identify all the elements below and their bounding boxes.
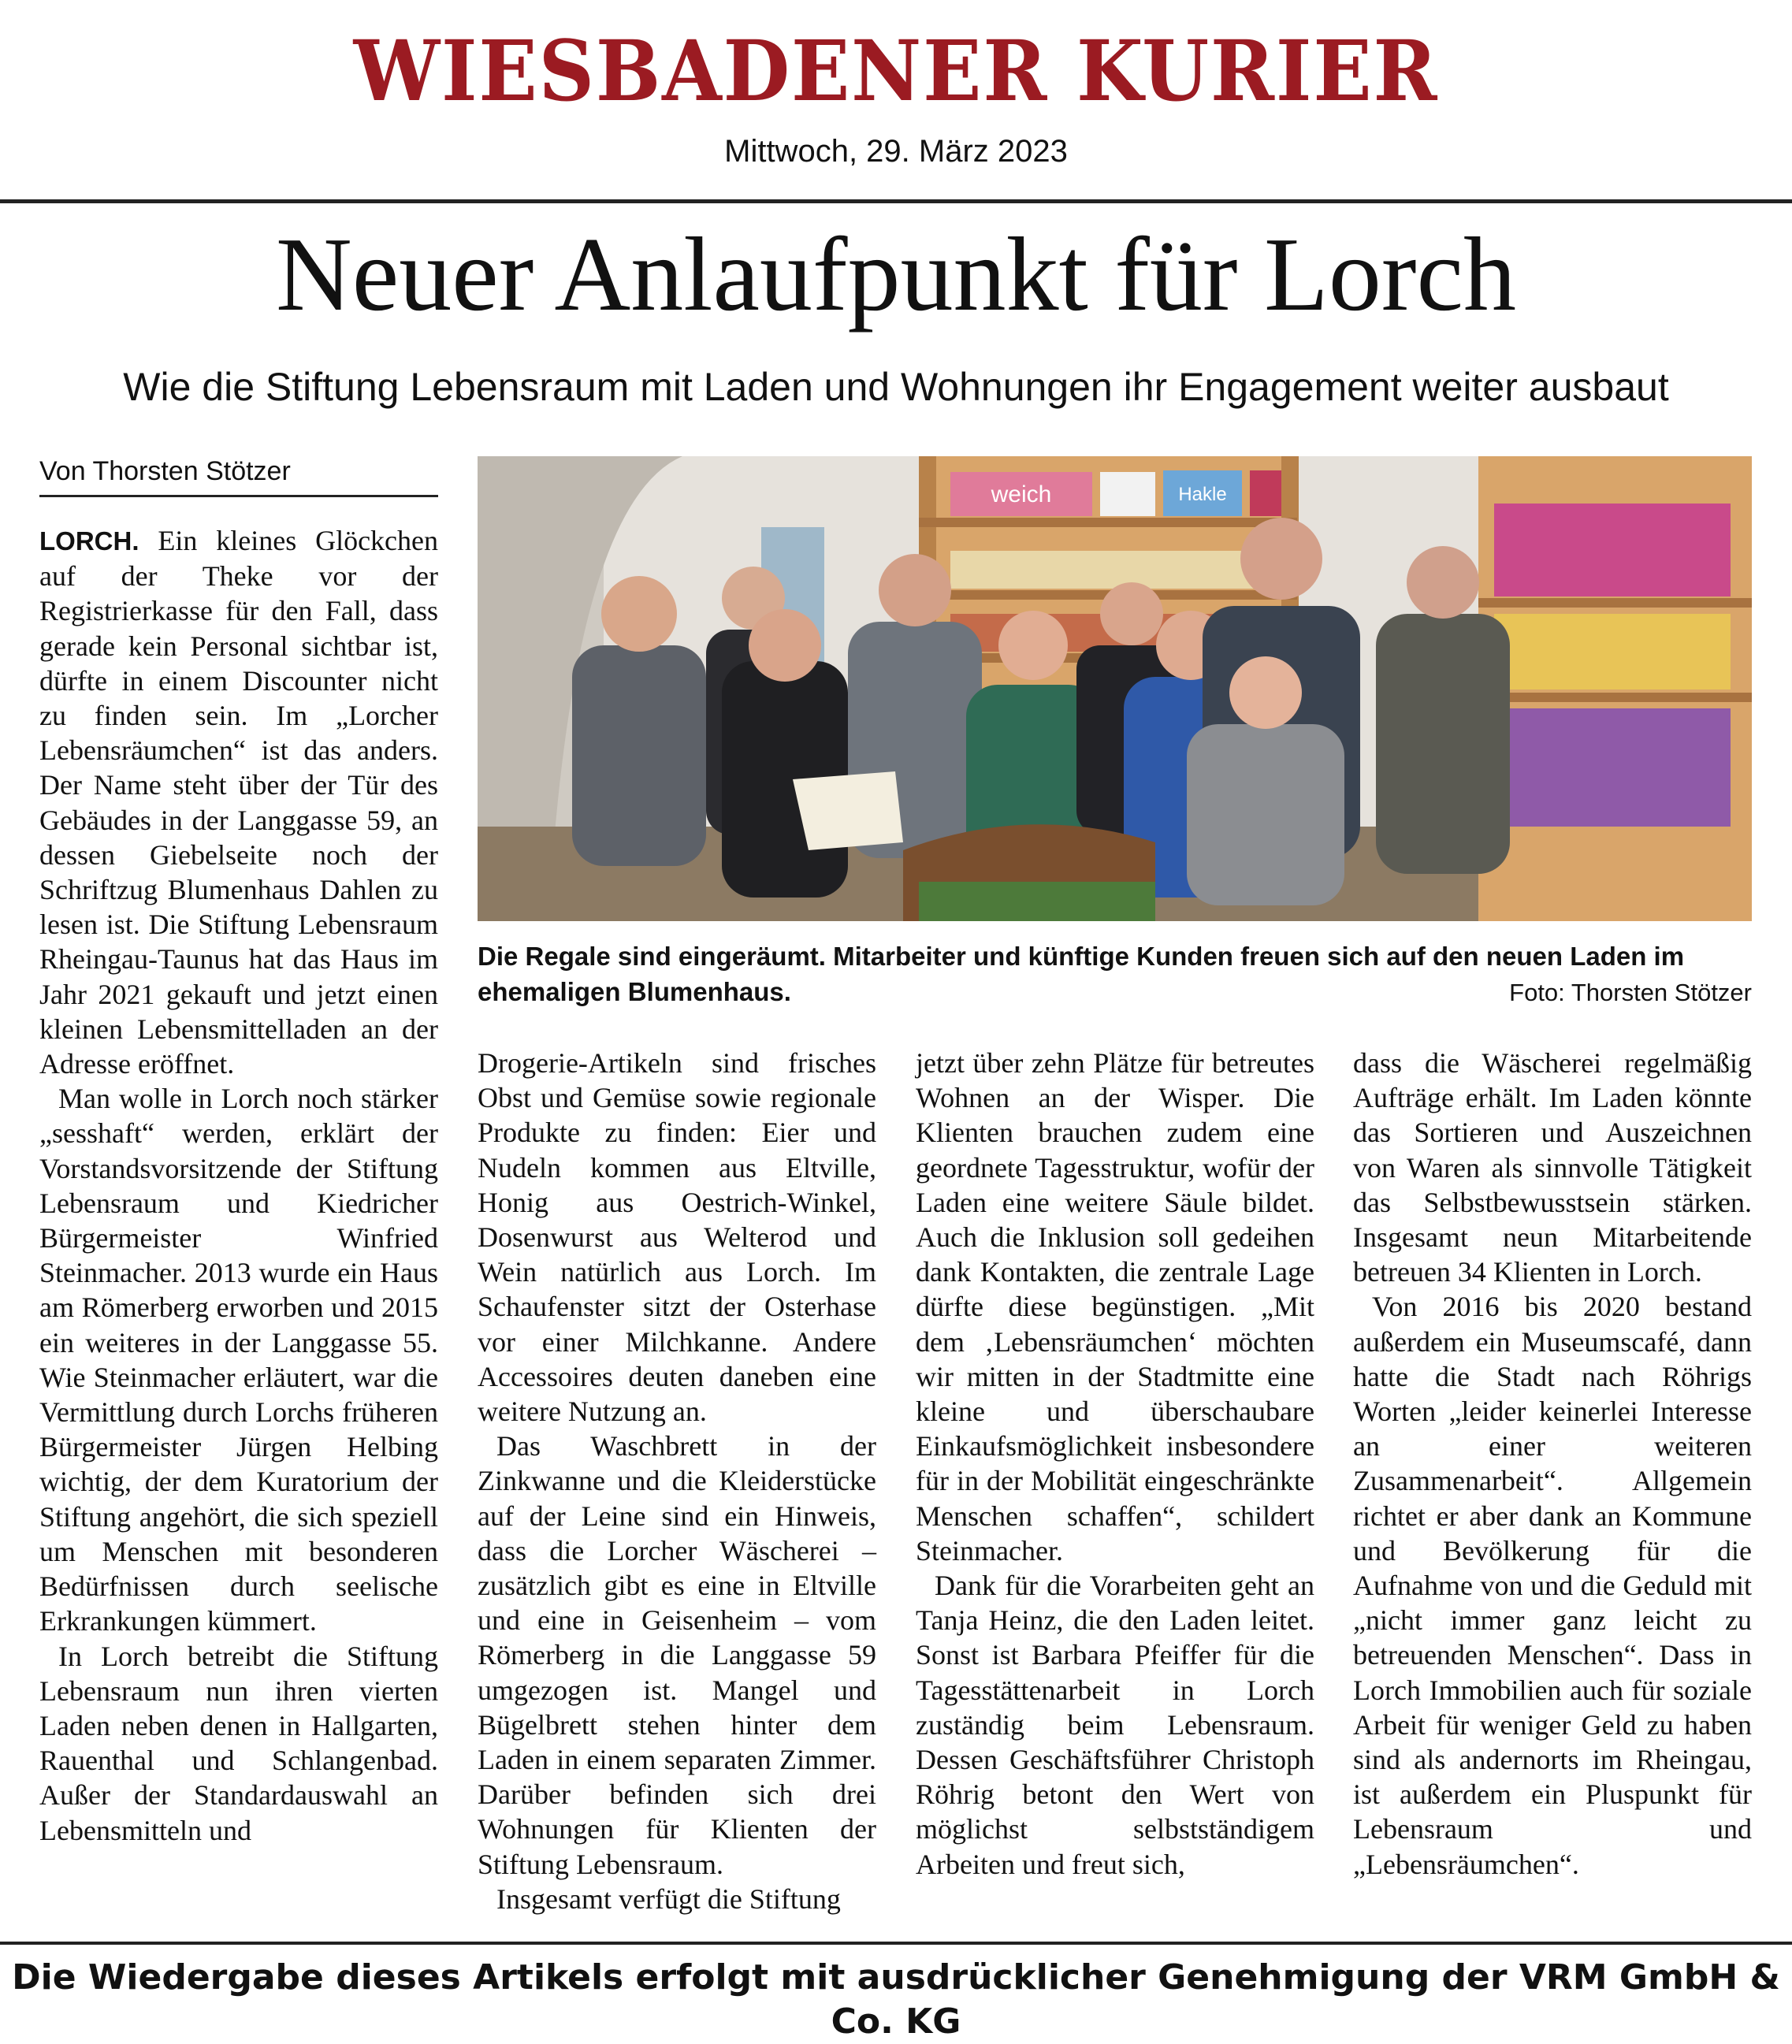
- photo-credit: Foto: Thorsten Stötzer: [1509, 979, 1752, 1006]
- issue-date: Mittwoch, 29. März 2023: [724, 134, 1068, 169]
- header-divider: [0, 199, 1792, 203]
- article-paragraph: Dank für die Vorarbeiten geht an Tanja Heinz, die den Laden leitet. Sonst ist Barbara Pfeiffer für die Tagesstättenarbeit in Lorch zuständig beim Lebensraum. Dessen Geschäftsführer Christoph Röhrig betont den Wert von möglichst selbstständigem Arbeiten und freut sich,: [916, 1570, 1314, 1880]
- article-column-2: [478, 1046, 876, 1926]
- newspaper-masthead: WIESBADENER KURIER: [353, 21, 1439, 120]
- byline: Von Thorsten Stötzer: [39, 452, 438, 497]
- paragraph-text: Ein kleines Glöckchen auf der Theke vor der Registrierkasse für den Fall, dass gerade kein Personal sichtbar ist, dürfte in einem Discounter nicht zu finden sein. Im „Lorcher Lebensräumchen“ ist das anders. Der Name steht über der Tür des Gebäudes in der Langgasse 59, an dessen Giebelseite noch der Schriftzug Blumenhaus Dahlen zu lesen ist. Die Stiftung Lebensraum Rheingau-Taunus hat das Haus im Jahr 2021 gekauft und jetzt einen kleinen Lebensmittelladen an der Adresse eröffnet.: [39, 525, 439, 1080]
- article-photo: [478, 456, 1752, 921]
- shelf-package-label: weich: [991, 481, 1052, 507]
- article-paragraph: Insgesamt verfügt die Stiftung: [496, 1882, 841, 1915]
- article-paragraph: In Lorch betreibt die Stiftung Lebensraum nun ihren vierten Laden neben denen in Hallgarten, Rauenthal und Schlangenbad. Außer der Standardauswahl an Lebensmitteln und: [39, 1640, 438, 1846]
- photo-caption: Die Regale sind eingeräumt. Mitarbeiter und künftige Kunden freuen sich auf den neuen Laden im ehemaligen Blumenhaus.: [478, 942, 1685, 1006]
- article-paragraph: dass die Wäscherei regelmäßig Aufträge erhält. Im Laden könnte das Sortieren und Auszeichnen von Waren als sinnvolle Tätigkeit das Selbstbewusstsein stärken. Insgesamt neun Mitarbeitende betreuen 34 Klienten in Lorch.: [1353, 1047, 1752, 1288]
- article-column-3: [916, 1046, 1314, 1926]
- article-column-4: [1353, 1046, 1752, 1926]
- dateline-kicker: LORCH.: [39, 526, 139, 556]
- shop-group-photo: [478, 456, 1752, 921]
- article-paragraph: Drogerie-Artikeln sind frisches Obst und Gemüse sowie regionale Produkte zu finden: Eier und Nudeln kommen aus Eltville, Honig aus Oestrich-Winkel, Dosenwurst aus Welterod und Wein natürlich aus Lorch. Im Schaufenster sitzt der Osterhase vor einer Milchkanne. Andere Accessoires deuten daneben eine weitere Nutzung an.: [478, 1047, 876, 1428]
- article-headline: Neuer Anlaufpunkt für Lorch: [276, 216, 1516, 333]
- footer-divider: [0, 1942, 1792, 1945]
- article-paragraph: Man wolle in Lorch noch stärker „sesshaft“ werden, erklärt der Vorstandsvorsitzende der Stiftung Lebensraum und Kiedricher Bürgermeister Winfried Steinmacher. 2013 wurde ein Haus am Römerberg erworben und 2015 ein weiteres in der Langgasse 55. Wie Steinmacher erläutert, war die Vermittlung durch Lorchs früheren Bürgermeister Jürgen Helbing wichtig, der dem Kuratorium der Stiftung angehört, die sich speziell um Menschen mit besonderen Bedürfnissen durch seelische Erkrankungen kümmert.: [39, 1083, 438, 1637]
- article-subheadline: Wie die Stiftung Lebensraum mit Laden und Wohnungen ihr Engagement weiter ausbaut: [123, 365, 1669, 409]
- shelf-package-label: Hakle: [1178, 484, 1227, 505]
- article-paragraph: jetzt über zehn Plätze für betreutes Wohnen an der Wisper. Die Klienten brauchen zudem eine geordnete Tagesstruktur, wofür der Laden eine weitere Säule bildet. Auch die Inklusion soll gedeihen dank Kontakten, die zentrale Lage dürfte diese begünstigen. „Mit dem ‚Lebensräumchen‘ möchten wir mitten in der Stadtmitte eine kleine und überschaubare Einkaufsmöglichkeit insbesondere für in der Mobilität eingeschränkte Menschen schaffen“, schildert Steinmacher.: [916, 1047, 1314, 1566]
- article-paragraph: [39, 523, 438, 1081]
- reprint-notice: Die Wiedergabe dieses Artikels erfolgt mit ausdrücklicher Genehmigung der VRM GmbH & Co. KG: [12, 1957, 1780, 2042]
- article-paragraph: Von 2016 bis 2020 bestand außerdem ein Museumscafé, dann hatte die Stadt nach Röhrigs Worten „leider keinerlei Interesse an einer weiteren Zusammenarbeit“. Allgemein richtet er aber dank an Kommune und Bevölkerung für die Aufnahme von und die Geduld mit „nicht immer ganz leicht zu betreuenden Menschen“. Dass in Lorch Immobilien auch für soziale Arbeit für weniger Geld zu haben sind als andernorts im Rheingau, ist außerdem ein Pluspunkt für Lebensraum und „Lebensräumchen“.: [1353, 1291, 1752, 1880]
- article-column-1: [39, 523, 438, 1926]
- article-paragraph: Das Waschbrett in der Zinkwanne und die Kleiderstücke auf der Leine sind ein Hinweis, dass die Lorcher Wäscherei – zusätzlich gibt es eine in Eltville und eine in Geisenheim – vom Römerberg in die Langgasse 59 umgezogen ist. Mangel und Bügelbrett stehen hinter dem Laden in einem separaten Zimmer. Darüber befinden sich drei Wohnungen für Klienten der Stiftung Lebensraum.: [478, 1430, 876, 1880]
